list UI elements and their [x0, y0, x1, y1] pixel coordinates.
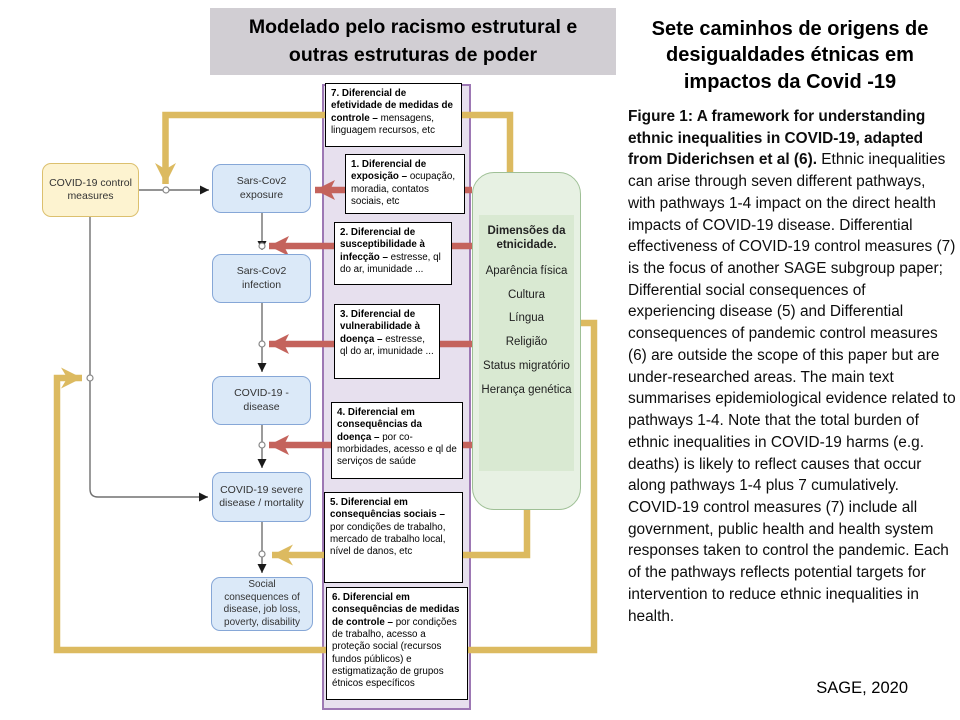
ethnicity-title: Dimensões da etnicidade. — [487, 225, 566, 252]
pathway-detail: por condições de trabalho, acesso a proteção social (recursos fundos públicos) e estigmatização de grupos étnicos específicos — [332, 616, 457, 690]
ethnicity-item: Língua — [508, 312, 545, 325]
node-label: Sars-Cov2 infection — [236, 265, 287, 291]
pathway-detail: por co-morbidades, acesso e ql de serviços de saúde — [337, 431, 457, 468]
node-label: Social consequences of disease, job loss, poverty, disability — [223, 579, 301, 628]
pathway-detail: por condições de trabalho, mercado de trabalho local, nível de danos, etc — [330, 521, 446, 558]
pathway-detail: estresse, ql do ar, imunidade ... — [340, 251, 441, 276]
figure-caption-body: Ethnic inequalities can arise through seven different pathways, with pathways 1-4 impact on the direct health impacts of COVID-19 disease. Differential effectiveness of COVID-19 control measures (7) is the focus of another SAGE subgroup paper; Differential social consequences of experiencing disease (5) and Differential consequences of pandemic control measures (6) are outside the scope of this paper but are under-researched areas. The main text summarises epidemiological evidence related to pathways 1-4. Note that the total burden of ethnic inequalities in COVID-19 harms (e.g. deaths) is likely to reflect causes that occur along pathways 1-4 plus 7 cumulatively. COVID-19 control measures (7) include all government, public health and health system responses taken to control the pandemic. Each of the pathways reflects potential targets for intervention to reduce ethnic inequalities in health. — [628, 151, 956, 625]
figure-caption — [628, 106, 956, 627]
node-covid-disease — [212, 376, 311, 425]
pathway-title: 1. Diferencial de exposição – — [351, 159, 427, 183]
node-label: COVID-19 -disease — [234, 387, 289, 413]
banner-text: Modelado pelo racismo estrutural e outras estruturas de poder — [248, 16, 578, 66]
pathway-box-1 — [345, 154, 465, 214]
pathway-title: 5. Diferencial em consequências sociais – — [330, 497, 445, 521]
pathway-box-7 — [325, 83, 462, 147]
node-sarscov2-exposure — [212, 164, 311, 213]
page-title: Sete caminhos de origens de desigualdades étnicas em impactos da Covid -19 — [651, 18, 929, 93]
pathway-box-5 — [324, 492, 463, 583]
pathway-box-6 — [326, 587, 468, 700]
ethnicity-item: Herança genética — [481, 383, 572, 396]
node-sarscov2-infection — [212, 254, 311, 303]
ethnicity-dimensions-box — [472, 172, 581, 510]
ethnicity-item: Cultura — [507, 288, 546, 301]
ethnicity-dimensions-content — [479, 215, 574, 471]
pathway-box-4 — [331, 402, 463, 479]
structural-racism-banner — [210, 8, 616, 75]
ethnicity-item: Aparência física — [485, 264, 568, 277]
pathway-title: 4. Diferencial em consequências da doença – — [337, 407, 422, 443]
node-label: COVID-19 severe disease / mortality — [219, 483, 304, 509]
control-to-severe-line — [90, 217, 208, 497]
pathway-title: 6. Diferencial em consequências de medidas de controle – — [332, 592, 460, 628]
source-credit: SAGE, 2020 — [816, 679, 908, 697]
pathway-box-2 — [334, 222, 452, 285]
node-label: Sars-Cov2 exposure — [236, 175, 287, 201]
pathway-title: 3. Diferencial de vulnerabilidade à doença – — [340, 309, 421, 345]
pathway-box-3 — [334, 304, 440, 379]
figure-caption-lead: Figure 1: A framework for understanding ethnic inequalities in COVID-19, adapted from Diderichsen et al (6). — [628, 108, 926, 169]
node-covid-control-measures — [42, 163, 139, 217]
pathway-title: 7. Diferencial de efetividade de medidas de controle – — [331, 88, 453, 124]
ethnicity-item: Status migratório — [483, 359, 570, 372]
ethnicity-item: Religião — [505, 336, 548, 349]
pathway-detail: mensagens, linguagem recursos, etc — [331, 112, 436, 137]
node-social-consequences — [211, 577, 313, 631]
node-label: COVID-19 control measures — [49, 176, 132, 202]
pathway-detail: estresse, ql do ar, imunidade ... — [340, 333, 434, 358]
node-covid-severe-disease — [212, 472, 311, 522]
pathway-detail: ocupação, moradia, contatos sociais, etc — [351, 171, 456, 208]
pathway-title: 2. Diferencial de susceptibilidade à infecção – — [340, 227, 425, 263]
